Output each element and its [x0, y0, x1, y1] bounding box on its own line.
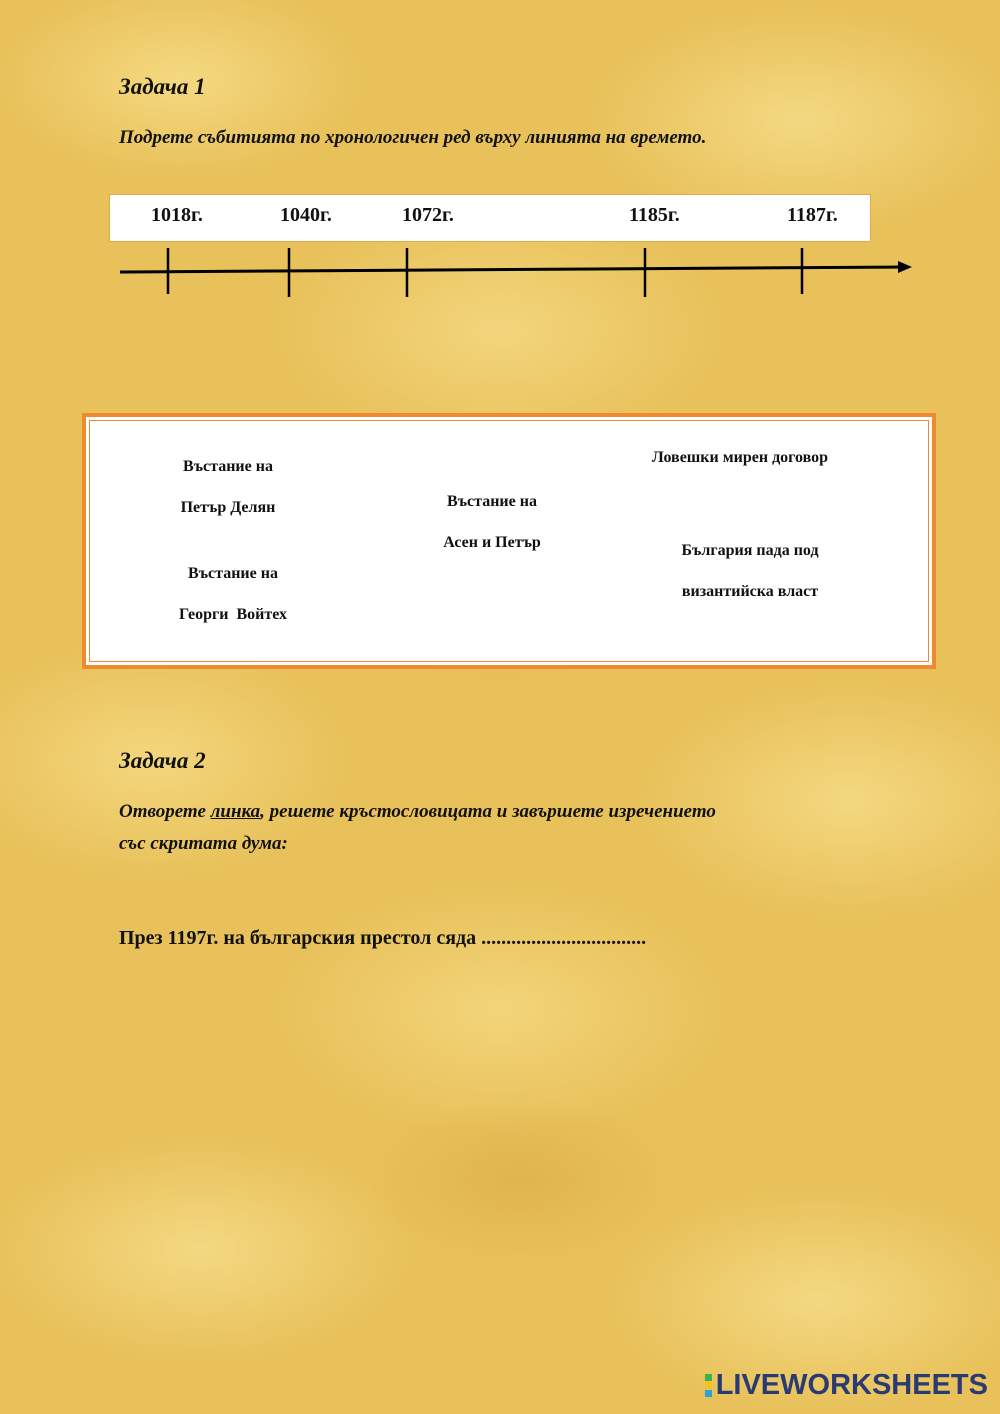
logo-block	[705, 1390, 712, 1397]
event-line: Въстание на	[447, 493, 537, 510]
instruction-text: Отворете	[119, 801, 211, 822]
event-line: Въстание на	[188, 565, 278, 582]
event-card-byzantine[interactable]	[650, 530, 850, 612]
task1-heading: Задача 1	[119, 74, 206, 99]
event-line: България пада под	[681, 542, 819, 559]
event-line: византийска власт	[681, 583, 819, 600]
liveworksheets-logo	[705, 1369, 988, 1402]
event-card-lovech[interactable]: Ловешки мирен договор	[651, 449, 829, 466]
task2-sentence: През 1197г. на българския престол сяда .................................	[119, 927, 647, 949]
event-card-asen-petar[interactable]	[412, 481, 572, 563]
event-card-delyan[interactable]	[148, 446, 308, 528]
timeline-date: 1018г.	[151, 204, 203, 226]
task2-heading: Задача 2	[119, 748, 206, 773]
timeline-axis	[0, 240, 1000, 310]
events-box	[82, 413, 936, 669]
event-line: Петър Делян	[180, 499, 276, 516]
logo-block	[705, 1374, 712, 1381]
timeline-date: 1040г.	[280, 204, 332, 226]
timeline-date: 1185г.	[629, 204, 680, 226]
timeline-date: 1072г.	[402, 204, 454, 226]
timeline-arrow-icon	[898, 261, 912, 273]
event-line: Въстание на	[183, 458, 273, 475]
timeline-date: 1187г.	[787, 204, 838, 226]
timeline-dates-box	[109, 194, 871, 242]
crossword-link[interactable]: линка	[210, 801, 261, 822]
task1-instruction: Подрете събитията по хронологичен ред върху линията на времето.	[119, 127, 707, 148]
logo-cube-icon	[705, 1374, 712, 1397]
logo-text: LIVEWORKSHEETS	[715, 1369, 988, 1401]
event-card-voiteh[interactable]	[148, 553, 318, 635]
timeline-line	[120, 267, 902, 272]
instruction-text: със скритата дума:	[119, 833, 288, 854]
logo-block	[705, 1382, 712, 1389]
task2-instruction	[119, 796, 716, 860]
event-line: Георги Войтех	[179, 606, 287, 623]
instruction-text: , решете кръстословицата и завършете изречението	[260, 801, 716, 822]
event-line: Асен и Петър	[443, 534, 541, 551]
